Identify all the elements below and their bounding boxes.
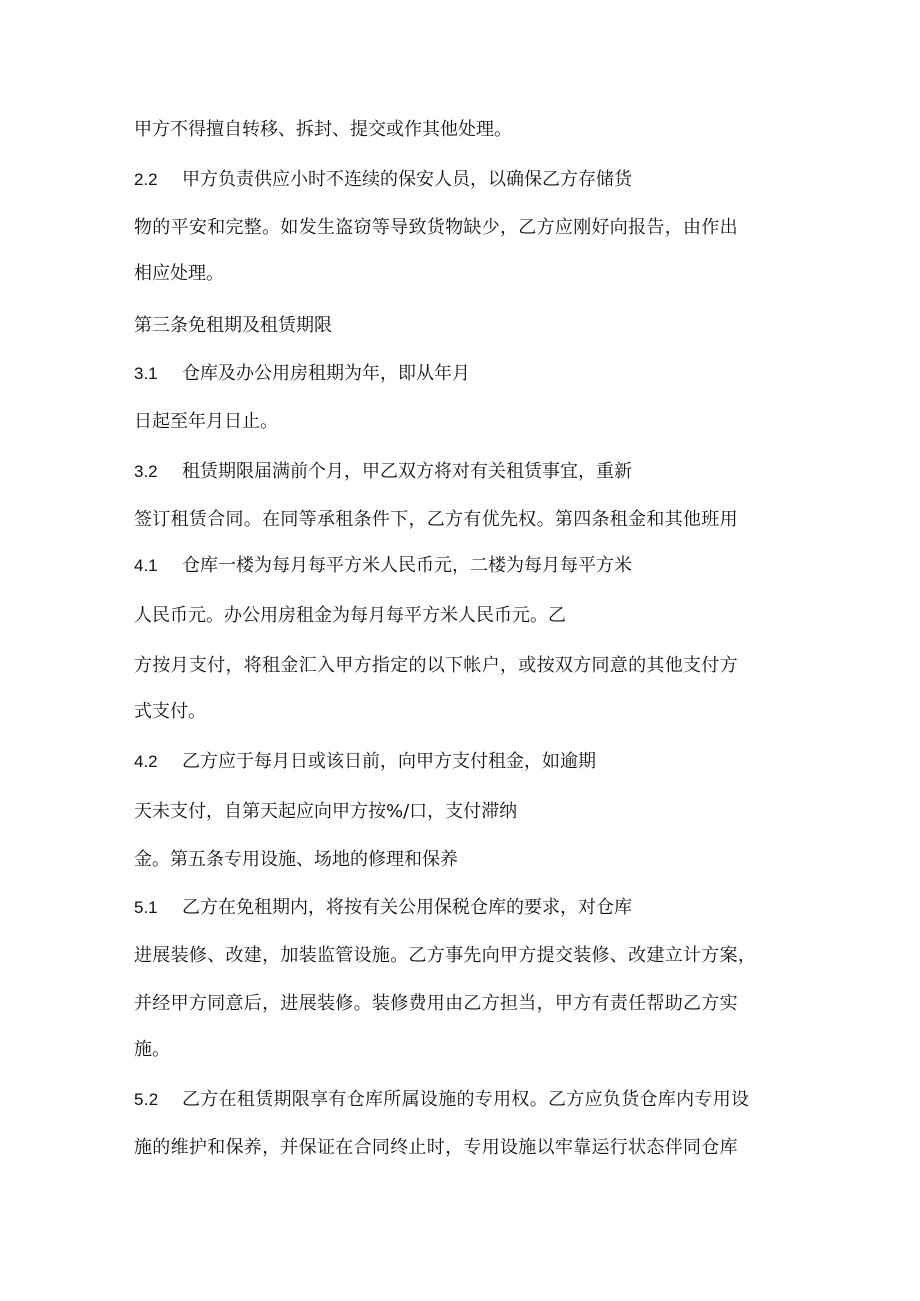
line-text: 租赁期限届满前个月，甲乙双方将对有关租赁事宜，重新 xyxy=(182,461,632,482)
line-text: 日起至年月日止。 xyxy=(134,411,278,432)
clause-number: 5.1 xyxy=(134,898,158,917)
clause-line xyxy=(134,452,814,492)
clause-number: 4.1 xyxy=(134,556,158,575)
line-text: 甲方不得擅自转移、拆封、提交或作其他处理。 xyxy=(134,119,512,140)
clause-line xyxy=(134,160,814,200)
text-line xyxy=(134,1030,814,1070)
clause-line xyxy=(134,742,814,782)
text-line xyxy=(134,840,814,880)
clause-line xyxy=(134,354,814,394)
line-text: 进展装修、改建，加装监管设施。乙方事先向甲方提交装修、改建立计方案， xyxy=(134,945,757,966)
line-text: 并经甲方同意后，进展装修。装修费用由乙方担当，甲方有责任帮助乙方实 xyxy=(134,993,738,1014)
line-text: 第三条免租期及租赁期限 xyxy=(134,315,332,336)
section-heading xyxy=(134,306,814,346)
clause-number: 2.2 xyxy=(134,170,158,189)
text-line xyxy=(134,596,814,636)
line-text: 仓库及办公用房租期为年，即从年月 xyxy=(182,363,470,384)
text-line xyxy=(134,692,814,732)
line-text: 金。第五条专用设施、场地的修理和保养 xyxy=(134,849,458,870)
line-text: 相应处理。 xyxy=(134,263,224,284)
text-line xyxy=(134,1128,814,1168)
line-text: 乙方应于每月日或该日前，向甲方支付租金，如逾期 xyxy=(182,751,596,772)
line-text: 甲方负责供应小时不连续的保安人员，以确保乙方存储货 xyxy=(182,169,632,190)
line-text: 方按月支付，将租金汇入甲方指定的以下帐户，或按双方同意的其他支付方 xyxy=(134,655,738,676)
line-text: 式支付。 xyxy=(134,701,206,722)
line-text: 物的平安和完整。如发生盗窃等导致货物缺少，乙方应刚好向报告，由作出 xyxy=(134,217,738,238)
line-text: 签订租赁合同。在同等承租条件下，乙方有优先权。第四条租金和其他班用 xyxy=(134,509,738,530)
text-line xyxy=(134,792,814,832)
text-line xyxy=(134,208,814,248)
line-text: 仓库一楼为每月每平方米人民币元，二楼为每月每平方米 xyxy=(182,555,632,576)
text-line xyxy=(134,254,814,294)
clause-line xyxy=(134,888,814,928)
clause-number: 3.2 xyxy=(134,462,158,481)
text-line xyxy=(134,646,814,686)
line-text: 施。 xyxy=(134,1039,170,1060)
line-text: 天未支付，自第天起应向甲方按%/口，支付滞纳 xyxy=(134,801,518,822)
text-line xyxy=(134,110,814,150)
text-line xyxy=(134,500,814,540)
text-line xyxy=(134,936,814,976)
clause-number: 4.2 xyxy=(134,752,158,771)
line-text: 乙方在租赁期限享有仓库所属设施的专用权。乙方应负货仓库内专用设 xyxy=(182,1089,750,1110)
line-text: 施的维护和保养，并保证在合同终止时，专用设施以牢靠运行状态伴同仓库 xyxy=(134,1137,738,1158)
text-line xyxy=(134,984,814,1024)
line-text: 乙方在免租期内，将按有关公用保税仓库的要求，对仓库 xyxy=(182,897,632,918)
clause-number: 5.2 xyxy=(134,1090,159,1109)
text-line xyxy=(134,402,814,442)
line-text: 人民币元。办公用房租金为每月每平方米人民币元。乙 xyxy=(134,605,566,626)
clause-line xyxy=(134,1080,814,1120)
clause-number: 3.1 xyxy=(134,364,158,383)
clause-line xyxy=(134,546,814,586)
